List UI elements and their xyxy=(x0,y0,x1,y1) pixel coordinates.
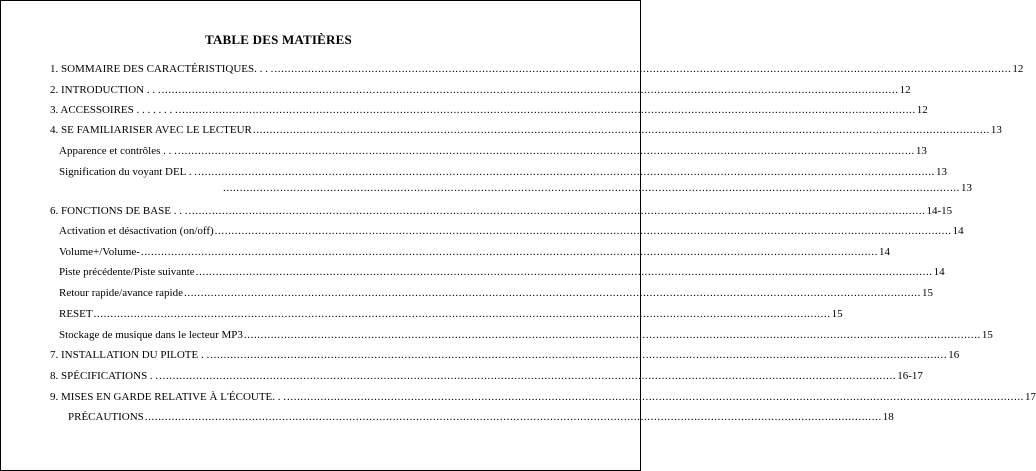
toc-entry-activation xyxy=(59,224,964,238)
toc-entry-unlabeled xyxy=(222,181,972,195)
toc-entry-label: Activation et désactivation (on/off) xyxy=(59,225,214,237)
toc-entry-page: 17 xyxy=(1025,391,1036,403)
toc-entry-label: 3. ACCESSOIRES . . . . . . . . xyxy=(50,104,178,116)
toc-entry-page: 14 xyxy=(933,266,945,278)
toc-entry-reset xyxy=(59,307,843,321)
toc-entry-label: 1. SOMMAIRE DES CARACTÉRISTIQUES. . . . xyxy=(50,63,274,75)
toc-entry-page: 16-17 xyxy=(897,370,923,382)
dot-leader: ............................................................................................................................................................................................................................ xyxy=(210,349,948,361)
toc-entry-label: Signification du voyant DEL . . xyxy=(59,166,197,178)
toc-entry-1 xyxy=(50,62,1024,76)
toc-entry-label: 4. SE FAMILIARISER AVEC LE LECTEUR xyxy=(50,124,252,136)
toc-entry-label: RESET xyxy=(59,308,93,320)
dot-leader: ............................................................................................................................................................................................................................ xyxy=(159,370,897,382)
toc-entry-label: 7. INSTALLATION DU PILOTE . . xyxy=(50,349,210,361)
toc-entry-stockage xyxy=(59,328,993,342)
toc-entry-page: 14 xyxy=(878,246,890,258)
toc-entry-8 xyxy=(50,369,923,383)
toc-entry-label: 9. MISES EN GARDE RELATIVE À L'ÉCOUTE. . . xyxy=(50,391,287,403)
toc-entry-page: 12 xyxy=(1012,63,1024,75)
dot-leader: ............................................................................................................................................................................................................................ xyxy=(223,182,960,194)
toc-entry-page: 12 xyxy=(899,84,911,96)
toc-entry-page: 15 xyxy=(831,308,843,320)
toc-entry-6 xyxy=(50,204,953,218)
toc-entry-label: 8. SPÉCIFICATIONS . . xyxy=(50,370,159,382)
dot-leader: ............................................................................................................................................................................................................................ xyxy=(140,246,878,258)
dot-leader: ............................................................................................................................................................................................................................ xyxy=(252,124,990,136)
dot-leader: ............................................................................................................................................................................................................................ xyxy=(198,166,935,178)
toc-entry-page: 13 xyxy=(990,124,1002,136)
toc-entry-label: Volume+/Volume- xyxy=(59,246,140,258)
toc-entry-label: 6. FONCTIONS DE BASE . . . xyxy=(50,205,188,217)
dot-leader: ............................................................................................................................................................................................................................ xyxy=(287,391,1025,403)
toc-entry-label: Retour rapide/avance rapide xyxy=(59,287,183,299)
toc-entry-piste xyxy=(59,265,945,279)
toc-entry-page: 15 xyxy=(922,287,933,299)
dot-leader: ............................................................................................................................................................................................................................ xyxy=(178,104,916,116)
dot-leader: ............................................................................................................................................................................................................................ xyxy=(188,205,926,217)
dot-leader: ............................................................................................................................................................................................................................ xyxy=(195,266,933,278)
toc-entry-page: 13 xyxy=(961,182,972,194)
dot-leader: ............................................................................................................................................................................................................................ xyxy=(243,329,981,341)
toc-entry-page: 15 xyxy=(981,329,993,341)
dot-leader: ............................................................................................................................................................................................................................ xyxy=(214,225,952,237)
dot-leader: ............................................................................................................................................................................................................................ xyxy=(274,63,1012,75)
toc-entry-3 xyxy=(50,103,928,117)
dot-leader: ............................................................................................................................................................................................................................ xyxy=(93,308,831,320)
toc-title: TABLE DES MATIÈRES xyxy=(205,32,352,47)
toc-entry-label: 2. INTRODUCTION . . . xyxy=(50,84,161,96)
dot-leader: ............................................................................................................................................................................................................................ xyxy=(184,287,921,299)
toc-entry-page: 13 xyxy=(915,145,927,157)
dot-leader: ............................................................................................................................................................................................................................ xyxy=(161,84,899,96)
toc-entry-page: 12 xyxy=(916,104,928,116)
toc-entry-apparence xyxy=(59,144,927,158)
dot-leader: ............................................................................................................................................................................................................................ xyxy=(177,145,915,157)
dot-leader: ............................................................................................................................................................................................................................ xyxy=(144,411,882,423)
toc-entry-page: 16 xyxy=(948,349,960,361)
toc-entry-4 xyxy=(50,123,1002,137)
toc-entry-label: Piste précédente/Piste suivante xyxy=(59,266,195,278)
toc-entry-page: 13 xyxy=(936,166,947,178)
toc-entry-retour-rapide xyxy=(59,286,933,300)
toc-entry-page: 14-15 xyxy=(926,205,953,217)
toc-entry-label: Apparence et contrôles . . . xyxy=(59,145,177,157)
toc-entry-precautions xyxy=(68,410,894,424)
toc-entry-7 xyxy=(50,348,960,362)
toc-entry-voyant-del xyxy=(59,165,947,179)
toc-entry-page: 18 xyxy=(882,411,894,423)
toc-entry-page: 14 xyxy=(952,225,964,237)
toc-entry-2 xyxy=(50,83,911,97)
toc-entry-volume xyxy=(59,245,890,259)
toc-entry-9 xyxy=(50,390,1036,404)
toc-entry-label: Stockage de musique dans le lecteur MP3 xyxy=(59,329,243,341)
toc-entry-label: PRÉCAUTIONS xyxy=(68,411,144,423)
